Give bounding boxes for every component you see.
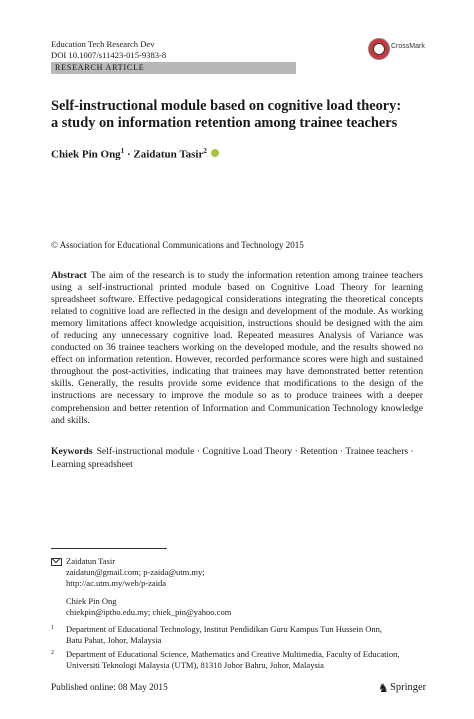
- affiliation-line: Universiti Teknologi Malaysia (UTM), 81310 Johor Bahru, Johor, Malaysia: [66, 659, 324, 670]
- correspondence-block: [51, 556, 423, 618]
- second-author-name: Chiek Pin Ong: [66, 596, 117, 607]
- author-list: [51, 147, 219, 161]
- affiliation-1: [51, 624, 423, 646]
- paper-title: [51, 98, 431, 132]
- crossmark-label: CrossMark: [391, 43, 425, 50]
- affiliation-line: Department of Educational Technology, Institut Pendidikan Guru Kampus Tun Hussein Onn,: [66, 624, 382, 634]
- affiliation-line: Batu Pahat, Johor, Malaysia: [66, 634, 162, 645]
- author-1-affiliation: 1: [120, 147, 125, 155]
- crossmark-icon: [368, 38, 390, 60]
- title-line-2: a study on information retention among trainee teachers: [51, 115, 398, 131]
- crossmark-badge[interactable]: [368, 38, 434, 60]
- abstract-section: [51, 270, 423, 427]
- springer-horse-icon: ♞: [378, 681, 389, 695]
- keywords-label: Keywords: [51, 446, 93, 457]
- abstract-label: Abstract: [51, 270, 87, 281]
- affiliation-line: Department of Educational Science, Mathematics and Creative Multimedia, Faculty of Education,: [66, 649, 400, 659]
- corresponding-author-name: Zaidatun Tasir: [66, 556, 116, 566]
- footnote-divider: [51, 548, 167, 549]
- affiliation-2: [51, 649, 423, 671]
- author-2[interactable]: Zaidatun Tasir: [133, 148, 204, 161]
- article-type: RESEARCH ARTICLE: [55, 63, 145, 72]
- affiliation-number: 1: [51, 625, 54, 631]
- envelope-icon: [51, 558, 62, 566]
- second-author-email[interactable]: chiekpin@iptho.edu.my; chiek_pin@yahoo.com: [66, 607, 232, 618]
- title-line-1: Self-instructional module based on cognitive load theory:: [51, 98, 402, 114]
- journal-header: [51, 39, 291, 61]
- springer-logo: [378, 681, 438, 695]
- abstract-text: The aim of the research is to study the information retention among trainee teachers using a self-instructional printed module based on Cognitive Load Theory for learning spreadsheet software. Effective pedagogical considerations integrating the theoretical concepts related to cognitive load are reflected in the design and development of the module. As working memory limitations affect knowledge acquisition, instructions should be designed with the aim of reducing any unnecessary cognitive load. Repeated measures Analysis of Variance was conducted on 36 trainee teachers working on the developed module, and the results showed no effect on information retention. However, recorded performance scores were high and sustained throughout the post-activities, indicating that trainees may have demonstrated better retention skills. Generally, the results provide some evidence that modifications to the design of the instructions are necessary to improve the module so as to produce trainees with a deeper comprehension and better retention of Information and Communication Technology knowledge and skills.: [51, 270, 423, 426]
- published-date: Published online: 08 May 2015: [51, 683, 168, 693]
- keywords-text: Self-instructional module · Cognitive Load Theory · Retention · Trainee teachers · Learning spreadsheet: [51, 446, 414, 470]
- affiliation-number: 2: [51, 650, 54, 656]
- author-separator: ·: [124, 148, 134, 161]
- publisher-name: Springer: [390, 682, 427, 693]
- doi[interactable]: DOI 10.1007/s11423-015-9383-8: [51, 50, 167, 60]
- corresponding-author-email[interactable]: zaidatun@gmail.com; p-zaida@utm.my;: [66, 566, 205, 577]
- orcid-icon[interactable]: [211, 149, 219, 157]
- author-1[interactable]: Chiek Pin Ong: [51, 148, 121, 161]
- author-2-affiliation: 2: [203, 147, 207, 155]
- keywords-section: [51, 446, 423, 471]
- corresponding-author-url[interactable]: http://ac.utm.my/web/p-zaida: [66, 577, 167, 588]
- journal-name: Education Tech Research Dev: [51, 39, 155, 49]
- copyright-notice: © Association for Educational Communications and Technology 2015: [51, 240, 304, 250]
- article-type-band: [51, 62, 296, 74]
